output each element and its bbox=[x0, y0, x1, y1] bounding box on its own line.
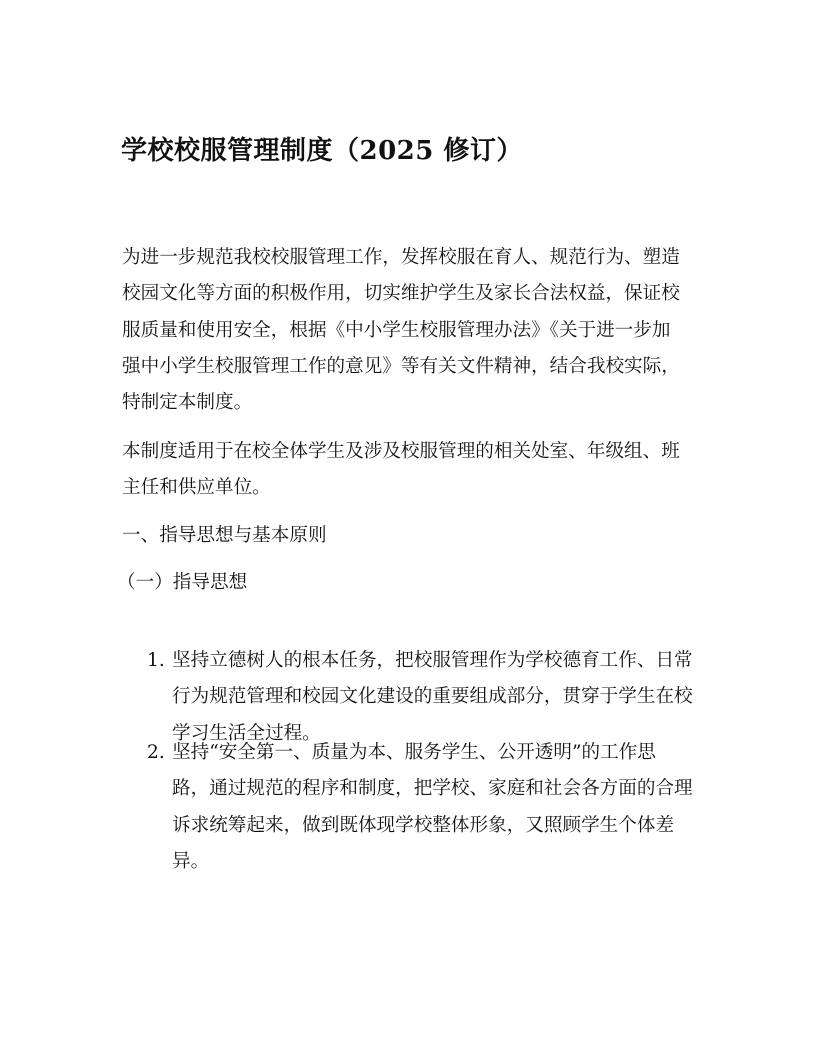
list-item bbox=[147, 735, 693, 880]
text-line: 主任和供应单位。 bbox=[122, 477, 271, 499]
intro-paragraph bbox=[122, 240, 680, 421]
text-line: 学习生活全过程。 bbox=[172, 722, 321, 744]
text-line: 强中小学生校服管理工作的意见》等有关文件精神，结合我校实际， bbox=[122, 355, 680, 377]
text-line: 为进一步规范我校校服管理工作，发挥校服在育人、规范行为、塑造 bbox=[122, 247, 680, 268]
text-line: 本制度适用于在校全体学生及涉及校服管理的相关处室、年级组、班 bbox=[122, 441, 680, 462]
text-line: 服质量和使用安全，根据《中小学生校服管理办法》《关于进一步加 bbox=[122, 319, 671, 341]
text-line: 行为规范管理和校园文化建设的重要组成部分，贯穿于学生在校 bbox=[172, 686, 693, 708]
subsection-heading: （一）指导思想 bbox=[117, 572, 248, 593]
text-line: 特制定本制度。 bbox=[122, 392, 253, 414]
section-heading: 一、指导思想与基本原则 bbox=[122, 525, 327, 546]
scope-paragraph bbox=[122, 434, 680, 507]
document-title: 学校校服管理制度（2025 修订） bbox=[121, 136, 523, 166]
text-line: 异。 bbox=[172, 850, 210, 872]
list-number: 2. bbox=[147, 742, 165, 763]
list-number: 1. bbox=[147, 650, 165, 671]
text-line: 路，通过规范的程序和制度，把学校、家庭和社会各方面的合理 bbox=[172, 778, 693, 800]
text-line: 坚持立德树人的根本任务，把校服管理作为学校德育工作、日常 bbox=[172, 650, 693, 671]
text-line: 坚持“安全第一、质量为本、服务学生、公开透明”的工作思 bbox=[172, 742, 656, 763]
text-line: 诉求统筹起来，做到既体现学校整体形象，又照顾学生个体差 bbox=[172, 814, 675, 836]
text-line: 校园文化等方面的积极作用，切实维护学生及家长合法权益，保证校 bbox=[122, 283, 680, 305]
